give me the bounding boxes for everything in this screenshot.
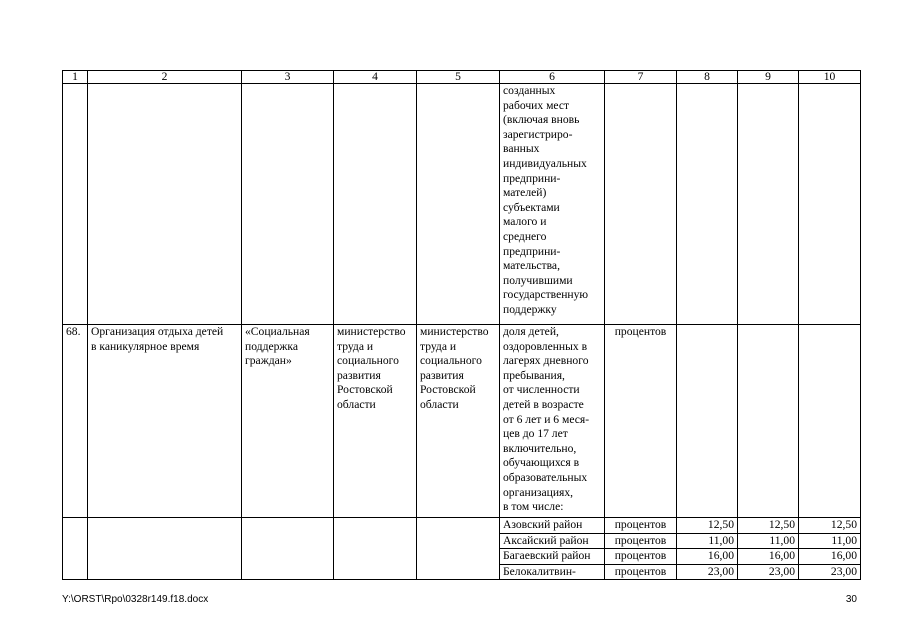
table-cell — [88, 549, 242, 565]
table-cell — [88, 533, 242, 549]
table-cell — [417, 518, 500, 534]
column-number: 1 — [63, 71, 88, 84]
column-number: 5 — [417, 71, 500, 84]
column-number: 3 — [242, 71, 334, 84]
executor: министерство труда и социального развития Ростовской области — [334, 325, 417, 518]
row-number: 68. — [63, 325, 88, 518]
column-number: 7 — [605, 71, 677, 84]
column-number-row — [63, 71, 861, 84]
table-cell — [417, 533, 500, 549]
value-col8: 12,50 — [677, 518, 738, 534]
table-cell — [605, 84, 677, 325]
table-cell — [677, 325, 738, 518]
page-number: 30 — [845, 594, 857, 605]
value-col8: 23,00 — [677, 564, 738, 580]
indicators-table — [62, 70, 861, 580]
table-cell — [88, 564, 242, 580]
value-col10: 11,00 — [799, 533, 861, 549]
district-name: Азовский район — [500, 518, 605, 534]
value-col9: 11,00 — [738, 533, 799, 549]
value-col10: 23,00 — [799, 564, 861, 580]
table-cell — [799, 325, 861, 518]
value-col8: 16,00 — [677, 549, 738, 565]
table-cell — [242, 533, 334, 549]
table-cell — [63, 518, 88, 534]
column-number: 8 — [677, 71, 738, 84]
table-cell — [334, 549, 417, 565]
indicator-continued: созданных рабочих мест (включая вновь зарегистриро- ванных индивидуальных предприни- мателей) субъектами малого и среднего предприни- мательства, получившими государственную поддержку — [500, 84, 605, 325]
unit: процентов — [605, 325, 677, 518]
table-cell — [88, 84, 242, 325]
table-cell — [334, 84, 417, 325]
unit: процентов — [605, 564, 677, 580]
value-col9: 12,50 — [738, 518, 799, 534]
unit: процентов — [605, 549, 677, 565]
measure-name: Организация отдыха детей в каникулярное время — [88, 325, 242, 518]
co-executor: министерство труда и социального развития Ростовской области — [417, 325, 500, 518]
column-number: 2 — [88, 71, 242, 84]
table-cell — [334, 533, 417, 549]
table-cell — [417, 549, 500, 565]
table-cell — [242, 564, 334, 580]
table-cell — [242, 518, 334, 534]
table-cell — [738, 325, 799, 518]
table-cell — [417, 564, 500, 580]
table-cell — [417, 84, 500, 325]
unit: процентов — [605, 518, 677, 534]
district-row — [63, 518, 861, 534]
value-col10: 12,50 — [799, 518, 861, 534]
table-cell — [242, 549, 334, 565]
district-name: Багаевский район — [500, 549, 605, 565]
table-cell — [63, 84, 88, 325]
table-cell — [242, 84, 334, 325]
district-row — [63, 533, 861, 549]
table-cell — [63, 564, 88, 580]
district-name: Белокалитвин- — [500, 564, 605, 580]
value-col9: 16,00 — [738, 549, 799, 565]
district-name: Аксайский район — [500, 533, 605, 549]
column-number: 6 — [500, 71, 605, 84]
column-number: 9 — [738, 71, 799, 84]
district-row — [63, 549, 861, 565]
file-path: Y:\ORST\Rpo\0328r149.f18.docx — [62, 594, 209, 605]
value-col10: 16,00 — [799, 549, 861, 565]
continued-row — [63, 84, 861, 325]
table-cell — [63, 549, 88, 565]
table-cell — [88, 518, 242, 534]
table-cell — [334, 564, 417, 580]
table-cell — [738, 84, 799, 325]
column-number: 10 — [799, 71, 861, 84]
column-number: 4 — [334, 71, 417, 84]
value-col8: 11,00 — [677, 533, 738, 549]
program-name: «Социальная поддержка граждан» — [242, 325, 334, 518]
district-row — [63, 564, 861, 580]
table-cell — [63, 533, 88, 549]
table-cell — [799, 84, 861, 325]
table-cell — [334, 518, 417, 534]
indicator-name: доля детей, оздоровленных в лагерях дневного пребывания, от численности детей в возрасте от 6 лет и 6 меся- цев до 17 лет включительно, обучающихся в образовательных организациях, в том числе: — [500, 325, 605, 518]
row-68 — [63, 325, 861, 518]
table-cell — [677, 84, 738, 325]
value-col9: 23,00 — [738, 564, 799, 580]
unit: процентов — [605, 533, 677, 549]
